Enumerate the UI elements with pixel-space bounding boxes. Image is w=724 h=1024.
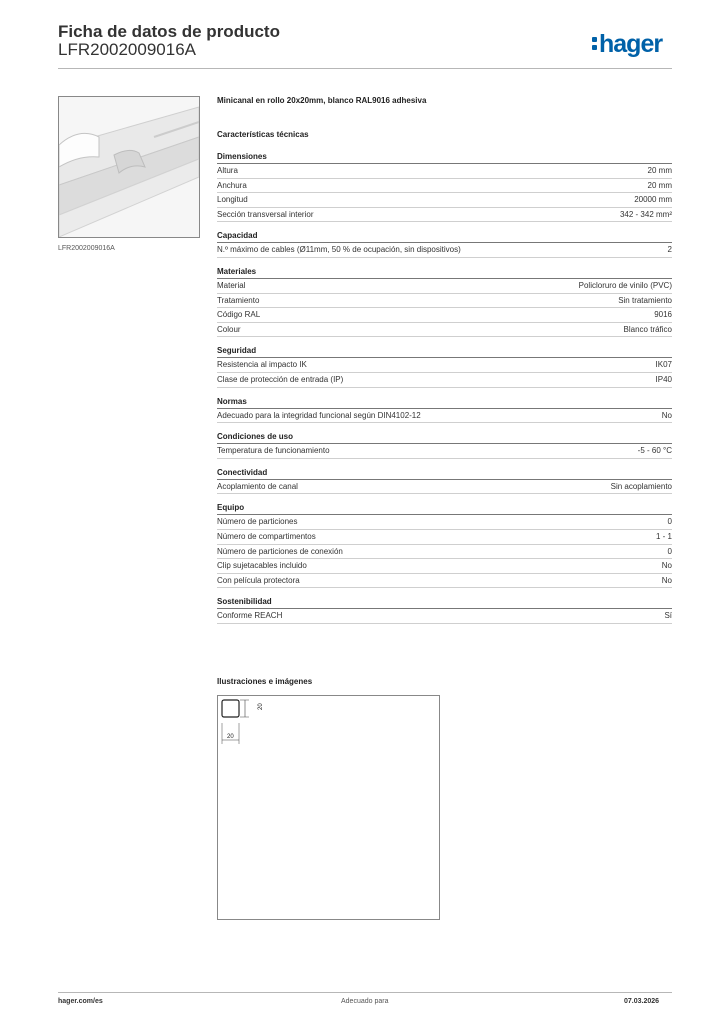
spec-row (217, 323, 672, 338)
spec-row (217, 530, 672, 545)
hager-logo (592, 30, 662, 59)
header-divider (58, 68, 672, 69)
spec-row (217, 444, 672, 459)
page-title: Ficha de datos de producto (58, 22, 280, 41)
spec-label: Adecuado para la integridad funcional según DIN4102-12 (217, 410, 421, 420)
spec-row (217, 294, 672, 309)
spec-value: IK07 (655, 360, 672, 370)
dim-height-label: 20 (258, 703, 264, 710)
spec-value: 9016 (654, 310, 672, 320)
spec-label: Material (217, 280, 246, 290)
spec-value: Sin acoplamiento (610, 481, 672, 491)
spec-label: Anchura (217, 180, 247, 190)
section-heading: Seguridad (217, 345, 672, 358)
spec-value: No (661, 561, 672, 571)
spec-label: Longitud (217, 195, 248, 205)
spec-label: N.º máximo de cables (Ø11mm, 50 % de ocupación, sin dispositivos) (217, 245, 461, 255)
spec-label: Colour (217, 324, 241, 334)
spec-label: Acoplamiento de canal (217, 481, 298, 491)
spec-row (217, 358, 672, 373)
footer-middle-text: Adecuado para (341, 998, 389, 1005)
spec-value: Sin tratamiento (618, 295, 672, 305)
spec-value: 20000 mm (634, 195, 672, 205)
logo-dots-icon (592, 35, 597, 53)
spec-row (217, 373, 672, 388)
spec-value: No (661, 575, 672, 585)
section-heading: Equipo (217, 502, 672, 515)
spec-value: 2 (667, 245, 672, 255)
spec-label: Tratamiento (217, 295, 260, 305)
spec-section (217, 230, 672, 258)
spec-row (217, 243, 672, 258)
spec-label: Altura (217, 166, 238, 175)
spec-label: Sección transversal interior (217, 209, 314, 219)
spec-row (217, 609, 672, 624)
spec-value: Policloruro de vinilo (PVC) (578, 280, 672, 290)
spec-value: Blanco tráfico (623, 324, 672, 334)
spec-row (217, 545, 672, 560)
spec-row (217, 208, 672, 223)
section-heading: Dimensiones (217, 151, 672, 164)
dim-width-label: 20 (227, 734, 234, 740)
tech-characteristics-title: Características técnicas (217, 130, 309, 139)
spec-value: 0 (667, 546, 672, 556)
section-heading: Condiciones de uso (217, 431, 672, 444)
section-heading: Conectividad (217, 467, 672, 480)
spec-row (217, 179, 672, 194)
spec-section (217, 502, 672, 588)
trunking-image (59, 97, 199, 237)
spec-value: No (661, 410, 672, 420)
spec-section (217, 431, 672, 459)
product-thumbnail (58, 96, 200, 238)
spec-row (217, 574, 672, 589)
spec-row (217, 409, 672, 424)
spec-value: 342 - 342 mm² (619, 209, 672, 219)
spec-row (217, 193, 672, 208)
spec-label: Código RAL (217, 310, 261, 320)
thumbnail-caption: LFR2002009016A (58, 245, 115, 252)
section-heading: Normas (217, 396, 672, 409)
section-heading: Capacidad (217, 230, 672, 243)
product-name: Minicanal en rollo 20x20mm, blanco RAL9016 adhesiva (217, 96, 427, 105)
spec-row (217, 164, 672, 179)
spec-value: IP40 (655, 374, 672, 384)
illustrations-title: Ilustraciones e imágenes (217, 677, 313, 686)
spec-section (217, 151, 672, 222)
logo-text: hager (599, 30, 663, 58)
spec-label: Número de compartimentos (217, 531, 316, 541)
cross-section-drawing (218, 696, 439, 919)
product-reference: LFR2002009016A (58, 40, 197, 59)
spec-value: -5 - 60 °C (637, 446, 672, 456)
section-heading: Sostenibilidad (217, 596, 672, 609)
spec-section (217, 345, 672, 387)
spec-value: 20 mm (647, 166, 672, 175)
spec-row (217, 279, 672, 294)
section-heading: Materiales (217, 266, 672, 279)
footer-date: 07.03.2026 (624, 998, 660, 1005)
spec-row (217, 480, 672, 495)
spec-panel (217, 96, 672, 624)
spec-label: Con película protectora (217, 575, 300, 585)
spec-section (217, 266, 672, 337)
spec-value: Sí (664, 611, 672, 621)
spec-sections (217, 151, 672, 624)
spec-label: Número de particiones (217, 517, 298, 527)
spec-section (217, 467, 672, 495)
spec-value: 20 mm (647, 180, 672, 190)
footer-divider (58, 992, 672, 993)
spec-label: Número de particiones de conexión (217, 546, 343, 556)
spec-label: Clase de protección de entrada (IP) (217, 374, 344, 384)
spec-label: Conforme REACH (217, 611, 283, 621)
spec-row (217, 308, 672, 323)
spec-section (217, 396, 672, 424)
spec-row (217, 515, 672, 530)
spec-row (217, 559, 672, 574)
spec-section (217, 596, 672, 624)
spec-label: Temperatura de funcionamiento (217, 446, 330, 456)
footer-website-link[interactable]: hager.com/es (58, 998, 103, 1005)
spec-value: 1 - 1 (655, 531, 672, 541)
spec-label: Resistencia al impacto IK (217, 360, 307, 370)
spec-label: Clip sujetacables incluido (217, 561, 307, 571)
illustration-box (217, 695, 440, 920)
spec-value: 0 (667, 517, 672, 527)
